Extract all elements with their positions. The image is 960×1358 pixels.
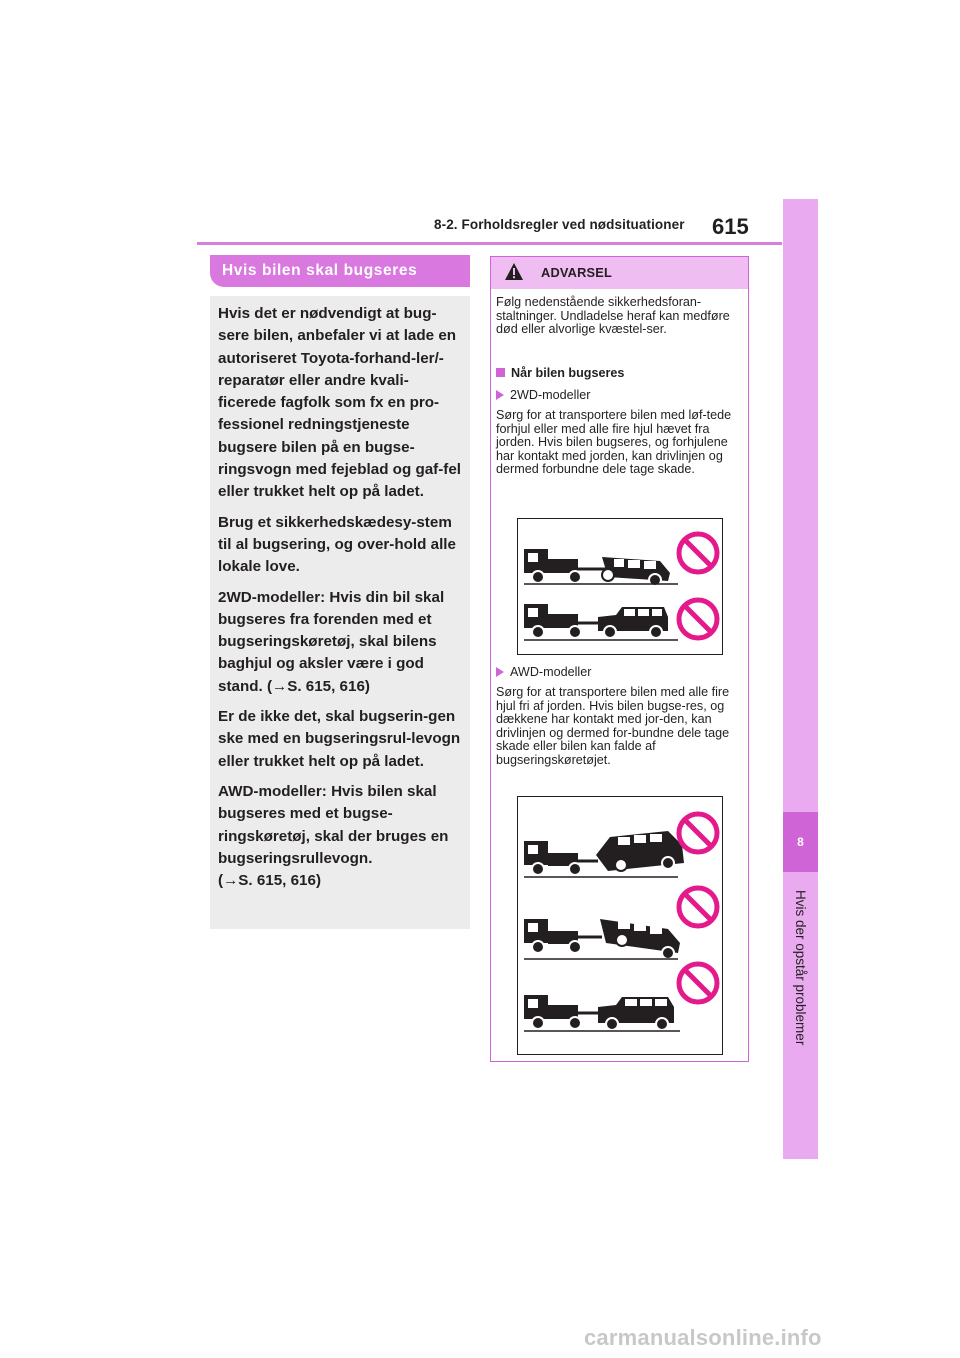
square-bullet-icon bbox=[496, 368, 505, 377]
page-reference-link[interactable]: S. 615, 616) bbox=[238, 872, 321, 890]
bullet-2wd bbox=[496, 389, 590, 403]
bullet-2wd-text: Sørg for at transportere bilen med løf-tede forhjul eller med alle fire hjul hævet fra jorden. Hvis bilen bugseres, og forhjulene har kontakt med jorden, kan drivlinjen og dermed forbundne dele tage skade. bbox=[496, 408, 732, 477]
footer-watermark: carmanualsonline.info bbox=[584, 1325, 822, 1350]
bullet-awd-label: AWD-modeller bbox=[510, 665, 592, 679]
warning-title: ADVARSEL bbox=[541, 265, 613, 280]
page-reference-link[interactable]: S. 615, 616) bbox=[287, 677, 370, 695]
paragraph-5-ref-open: ( bbox=[218, 872, 224, 890]
paragraph-3 bbox=[218, 587, 466, 698]
paragraph-5-text: AWD-modeller: Hvis bilen skal bugseres med et bugse-ringskøretøj, skal der bruges en bugseringsrullevogn. bbox=[218, 782, 449, 867]
warning-intro: Følg nedenstående sikkerhedsforan-staltninger. Undladelse heraf kan medføre død eller alvorlige kvæstel-ser. bbox=[496, 295, 730, 337]
tow-truck-car-raised-icon bbox=[524, 549, 678, 586]
triangle-bullet-icon bbox=[496, 390, 504, 400]
paragraph-3-text: 2WD-modeller: Hvis din bil skal bugseres fra forenden med et bugseringskøretøj, skal bilens baghjul og aksler være i god stand. ( bbox=[218, 588, 445, 695]
header-rule bbox=[197, 242, 782, 245]
prohibited-icon bbox=[679, 600, 717, 638]
prohibited-icon bbox=[679, 888, 717, 926]
paragraph-5 bbox=[218, 781, 466, 892]
tow-truck-front-lift-icon bbox=[524, 919, 680, 959]
arrow-icon: → bbox=[272, 677, 288, 695]
prohibited-icon bbox=[679, 534, 717, 572]
bullet-awd-text: Sørg for at transportere bilen med alle fire hjul fri af jorden. Hvis bilen bugse-res, og dækkene har kontakt med jor-den, kan drivlinjen og dermed for-bundne dele tage skade eller bilen kan falde af bugseringskøretøjet. bbox=[496, 685, 730, 767]
subheading-text: Når bilen bugseres bbox=[511, 366, 625, 380]
bullet-awd bbox=[496, 666, 591, 680]
section-title: 8-2. Forholdsregler ved nødsituationer bbox=[434, 217, 685, 232]
page-number: 615 bbox=[712, 214, 749, 239]
info-box-text bbox=[218, 303, 466, 900]
arrow-icon: → bbox=[223, 872, 239, 890]
section-heading: Hvis bilen skal bugseres bbox=[210, 255, 470, 287]
paragraph-4: Er de ikke det, skal bugserin-gen ske med en bugseringsrul-levogn eller trukket helt op på ladet. bbox=[218, 708, 461, 770]
towing-illustration-2wd bbox=[517, 518, 723, 655]
prohibited-icon bbox=[679, 814, 717, 852]
paragraph-1: Hvis det er nødvendigt at bug-sere bilen, anbefaler vi at lade en autoriseret Toyota-forhand-ler/-reparatør eller andre kvali-ficerede fagfolk som fx en pro-fessionel redningstjeneste bugsere bilen på en bugse-ringsvogn med fejeblad og gaf-fel eller trukket helt op på ladet. bbox=[218, 305, 462, 501]
tow-truck-rear-lift-icon bbox=[524, 831, 684, 877]
triangle-bullet-icon bbox=[496, 667, 504, 677]
paragraph-2: Brug et sikkerhedskædesy-stem til al bugsering, og over-hold alle lokale love. bbox=[218, 513, 456, 576]
tow-truck-car-flat-icon bbox=[524, 604, 678, 640]
warning-subheading bbox=[496, 367, 624, 381]
chapter-number-tab: 8 bbox=[783, 812, 818, 872]
bullet-2wd-label: 2WD-modeller bbox=[510, 388, 591, 402]
warning-header bbox=[491, 257, 748, 289]
towing-illustration-awd bbox=[517, 796, 723, 1055]
tow-truck-flat-icon bbox=[524, 995, 680, 1031]
warning-triangle-icon bbox=[504, 262, 524, 281]
chapter-title-vertical bbox=[792, 890, 810, 1090]
prohibited-icon bbox=[679, 964, 717, 1002]
chapter-title-text: Hvis der opstår problemer bbox=[793, 890, 808, 1046]
